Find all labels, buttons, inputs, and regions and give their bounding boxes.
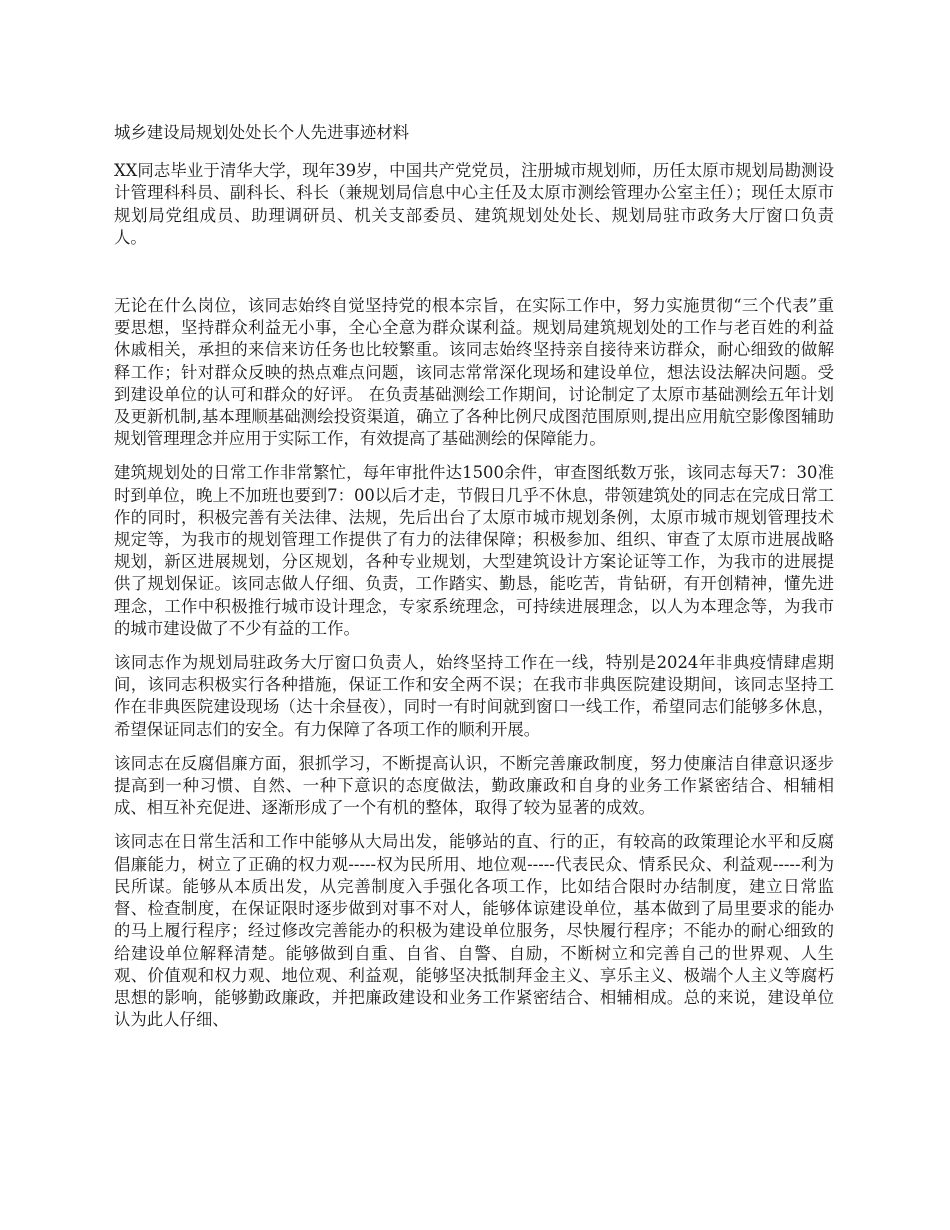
paragraph-daily-work: 建筑规划处的日常工作非常繁忙，每年审批件达1500余件，审查图纸数万张，该同志每天7：30准时到单位，晚上不加班也要到7：00以后才走，节假日几乎不休息，带领建筑处的同志在完成日常工作的同时，积极完善有关法律、法规，先后出台了太原市城市规划条例，太原市城市规划管理技术规定等，为我市的规划管理工作提供了有力的法律保障；积极参加、组织、审查了太原市进展战略规划，新区进展规划，分区规划，各种专业规划，大型建筑设计方案论证等工作，为我市的进展提供了规划保证。该同志做人仔细、负责，工作踏实、勤恳，能吃苦，肯钻研，有开创精神，懂先进理念，工作中积极推行城市设计理念，专家系统理念，可持续进展理念，以人为本理念等，为我市的城市建设做了不少有益的工作。 bbox=[114, 463, 834, 638]
document-page bbox=[114, 122, 834, 1043]
paragraph-party-principles: 无论在什么岗位，该同志始终自觉坚持党的根本宗旨，在实际工作中，努力实施贯彻“三个代表”重要思想，坚持群众利益无小事，全心全意为群众谋利益。规划局建筑规划处的工作与老百姓的利益休戚相关，承担的来信来访任务也比较繁重。该同志始终坚持亲自接待来访群众，耐心细致的做解释工作；针对群众反映的热点难点问题，该同志常常深化现场和建设单位，想法设法解决问题。受到建设单位的认可和群众的好评。 在负责基础测绘工作期间，讨论制定了太原市基础测绘五年计划及更新机制,基本理顺基础测绘投资渠道，确立了各种比例尺成图范围原则,提出应用航空影像图辅助规划管理理念并应用于实际工作，有效提高了基础测绘的保障能力。 bbox=[114, 296, 834, 449]
paragraph-anti-corruption: 该同志在反腐倡廉方面，狠抓学习，不断提高认识，不断完善廉政制度，努力使廉洁自律意识逐步提高到一种习惯、自然、一种下意识的态度做法，勤政廉政和自身的业务工作紧密结合、相辅相成、相互补充促进、逐渐形成了一个有机的整体，取得了较为显著的成效。 bbox=[114, 753, 834, 818]
document-title: 城乡建设局规划处处长个人先进事迹材料 bbox=[114, 123, 410, 142]
paragraph-sars-period: 该同志作为规划局驻政务大厅窗口负责人，始终坚持工作在一线，特别是2024年非典疫情肆虐期间，该同志积极实行各种措施，保证工作和安全两不误；在我市非典医院建设期间，该同志坚持工作在非典医院建设现场（达十余昼夜），同时一有时间就到窗口一线工作，希望同志们能够多休息，希望保证同志们的安全。有力保障了各项工作的顺利开展。 bbox=[114, 653, 834, 739]
paragraph-biography: XX同志毕业于清华大学，现年39岁，中国共产党党员，注册城市规划师，历任太原市规划局勘测设计管理科科员、副科长、科长（兼规划局信息中心主任及太原市测绘管理办公室主任）；现任太原市规划局党组成员、助理调研员、机关支部委员、建筑规划处处长、规划局驻市政务大厅窗口负责人。 bbox=[114, 161, 834, 247]
paragraph-overall-conduct: 该同志在日常生活和工作中能够从大局出发，能够站的直、行的正，有较高的政策理论水平和反腐倡廉能力，树立了正确的权力观-----权为民所用、地位观-----代表民众、情系民众、利益观-----利为民所谋。能够从本质出发，从完善制度入手强化各项工作，比如结合限时办结制度，建立日常监督、检查制度，在保证限时逐步做到对事不对人，能够体谅建设单位，基本做到了局里要求的能办的马上履行程序；经过修改完善能办的积极为建设单位服务，尽快履行程序；不能办的耐心细致的给建设单位解释清楚。能够做到自重、自省、自警、自励，不断树立和完善自己的世界观、人生观、价值观和权力观、地位观、利益观，能够坚决抵制拜金主义、享乐主义、极端个人主义等腐朽思想的影响，能够勤政廉政，并把廉政建设和业务工作紧密结合、相辅相成。总的来说，建设单位认为此人仔细、 bbox=[114, 832, 834, 1030]
